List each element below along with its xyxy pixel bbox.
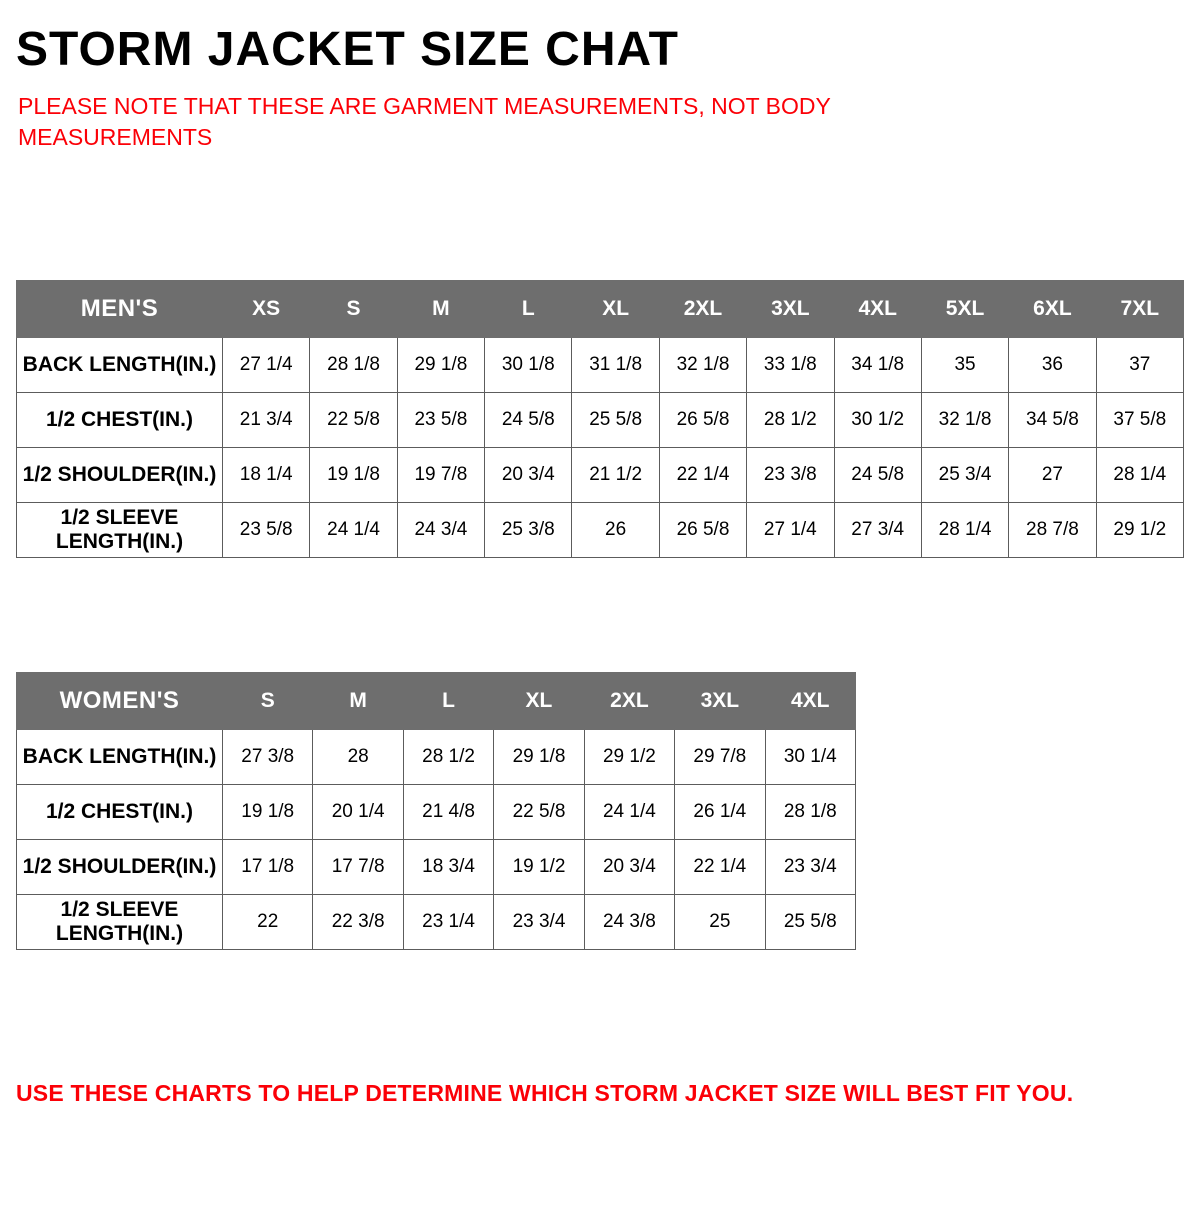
measurement-cell: 20 1/4: [313, 785, 403, 840]
measurement-cell: 19 1/8: [310, 448, 397, 503]
measurement-row-label: 1/2 SHOULDER(IN.): [17, 448, 223, 503]
measurement-cell: 24 1/4: [584, 785, 674, 840]
measurement-cell: 25 3/8: [485, 503, 572, 558]
measurement-row-label: 1/2 CHEST(IN.): [17, 393, 223, 448]
measurement-cell: 24 3/8: [584, 895, 674, 950]
size-column-header: 3XL: [675, 673, 765, 730]
measurement-cell: 27 3/8: [223, 730, 313, 785]
table-header-row: [17, 673, 856, 730]
measurement-cell: 28 7/8: [1009, 503, 1096, 558]
measurement-cell: 26 1/4: [675, 785, 765, 840]
measurement-cell: 32 1/8: [659, 338, 746, 393]
measurement-row-label: 1/2 CHEST(IN.): [17, 785, 223, 840]
table-row: [17, 895, 856, 950]
measurement-cell: 28 1/2: [747, 393, 834, 448]
table-corner-header: WOMEN'S: [17, 673, 223, 730]
measurement-cell: 28 1/8: [310, 338, 397, 393]
measurement-cell: 36: [1009, 338, 1096, 393]
measurement-cell: 25 5/8: [572, 393, 659, 448]
table-row: [17, 448, 1184, 503]
size-column-header: 7XL: [1096, 281, 1183, 338]
measurement-cell: 19 1/2: [494, 840, 584, 895]
measurement-cell: 22 1/4: [675, 840, 765, 895]
size-column-header: S: [310, 281, 397, 338]
measurement-cell: 26 5/8: [659, 393, 746, 448]
measurement-cell: 23 1/4: [403, 895, 493, 950]
measurement-cell: 23 3/4: [765, 840, 855, 895]
size-column-header: 3XL: [747, 281, 834, 338]
mens-table-header: [17, 281, 1184, 338]
table-row: [17, 393, 1184, 448]
measurement-cell: 18 1/4: [223, 448, 310, 503]
measurement-cell: 30 1/8: [485, 338, 572, 393]
measurement-cell: 19 7/8: [397, 448, 484, 503]
footer-note: USE THESE CHARTS TO HELP DETERMINE WHICH STORM JACKET SIZE WILL BEST FIT YOU.: [16, 1080, 1074, 1106]
measurement-note: PLEASE NOTE THAT THESE ARE GARMENT MEASUREMENTS, NOT BODY MEASUREMENTS: [18, 93, 831, 151]
table-row: [17, 503, 1184, 558]
measurement-cell: 18 3/4: [403, 840, 493, 895]
measurement-cell: 29 7/8: [675, 730, 765, 785]
womens-table-body: [17, 730, 856, 950]
measurement-cell: 34 1/8: [834, 338, 921, 393]
measurement-cell: 21 1/2: [572, 448, 659, 503]
mens-size-table: [16, 280, 1184, 558]
table-row: [17, 840, 856, 895]
size-column-header: 4XL: [834, 281, 921, 338]
measurement-cell: 23 3/8: [747, 448, 834, 503]
table-header-row: [17, 281, 1184, 338]
size-column-header: XL: [572, 281, 659, 338]
measurement-cell: 29 1/2: [584, 730, 674, 785]
measurement-row-label: 1/2 SLEEVE LENGTH(IN.): [17, 895, 223, 950]
measurement-cell: 26 5/8: [659, 503, 746, 558]
measurement-cell: 22 3/8: [313, 895, 403, 950]
measurement-cell: 24 5/8: [834, 448, 921, 503]
measurement-cell: 22: [223, 895, 313, 950]
measurement-cell: 28: [313, 730, 403, 785]
measurement-cell: 25: [675, 895, 765, 950]
measurement-cell: 37 5/8: [1096, 393, 1183, 448]
size-column-header: 2XL: [659, 281, 746, 338]
size-column-header: 6XL: [1009, 281, 1096, 338]
table-row: [17, 730, 856, 785]
measurement-cell: 28 1/8: [765, 785, 855, 840]
measurement-cell: 25 3/4: [921, 448, 1008, 503]
measurement-cell: 27 3/4: [834, 503, 921, 558]
measurement-cell: 17 1/8: [223, 840, 313, 895]
size-column-header: L: [485, 281, 572, 338]
measurement-cell: 25 5/8: [765, 895, 855, 950]
measurement-cell: 27: [1009, 448, 1096, 503]
measurement-cell: 28 1/4: [1096, 448, 1183, 503]
measurement-cell: 24 5/8: [485, 393, 572, 448]
measurement-cell: 33 1/8: [747, 338, 834, 393]
mens-size-table-wrapper: [16, 280, 1184, 558]
size-column-header: L: [403, 673, 493, 730]
measurement-cell: 21 4/8: [403, 785, 493, 840]
size-column-header: M: [313, 673, 403, 730]
measurement-row-label: 1/2 SHOULDER(IN.): [17, 840, 223, 895]
measurement-cell: 37: [1096, 338, 1183, 393]
size-column-header: XL: [494, 673, 584, 730]
measurement-cell: 20 3/4: [485, 448, 572, 503]
measurement-cell: 29 1/8: [397, 338, 484, 393]
womens-size-table-wrapper: [16, 672, 856, 950]
measurement-cell: 30 1/4: [765, 730, 855, 785]
size-column-header: XS: [223, 281, 310, 338]
table-row: [17, 338, 1184, 393]
measurement-cell: 32 1/8: [921, 393, 1008, 448]
measurement-cell: 22 1/4: [659, 448, 746, 503]
size-column-header: M: [397, 281, 484, 338]
size-chart-page: [0, 22, 1200, 1222]
size-column-header: 2XL: [584, 673, 674, 730]
measurement-row-label: BACK LENGTH(IN.): [17, 338, 223, 393]
measurement-cell: 24 1/4: [310, 503, 397, 558]
measurement-cell: 27 1/4: [223, 338, 310, 393]
measurement-cell: 28 1/4: [921, 503, 1008, 558]
measurement-cell: 22 5/8: [494, 785, 584, 840]
table-row: [17, 785, 856, 840]
size-column-header: 5XL: [921, 281, 1008, 338]
measurement-row-label: BACK LENGTH(IN.): [17, 730, 223, 785]
measurement-cell: 23 3/4: [494, 895, 584, 950]
measurement-cell: 29 1/2: [1096, 503, 1183, 558]
measurement-cell: 21 3/4: [223, 393, 310, 448]
mens-table-body: [17, 338, 1184, 558]
page-title: STORM JACKET SIZE CHAT: [16, 23, 679, 76]
table-corner-header: MEN'S: [17, 281, 223, 338]
measurement-cell: 23 5/8: [397, 393, 484, 448]
measurement-row-label: 1/2 SLEEVE LENGTH(IN.): [17, 503, 223, 558]
measurement-cell: 35: [921, 338, 1008, 393]
size-column-header: S: [223, 673, 313, 730]
measurement-cell: 29 1/8: [494, 730, 584, 785]
measurement-cell: 24 3/4: [397, 503, 484, 558]
measurement-cell: 17 7/8: [313, 840, 403, 895]
measurement-cell: 26: [572, 503, 659, 558]
measurement-cell: 27 1/4: [747, 503, 834, 558]
measurement-cell: 34 5/8: [1009, 393, 1096, 448]
measurement-cell: 20 3/4: [584, 840, 674, 895]
measurement-cell: 22 5/8: [310, 393, 397, 448]
measurement-cell: 19 1/8: [223, 785, 313, 840]
measurement-cell: 28 1/2: [403, 730, 493, 785]
womens-table-header: [17, 673, 856, 730]
measurement-cell: 30 1/2: [834, 393, 921, 448]
size-column-header: 4XL: [765, 673, 855, 730]
womens-size-table: [16, 672, 856, 950]
measurement-cell: 23 5/8: [223, 503, 310, 558]
measurement-cell: 31 1/8: [572, 338, 659, 393]
